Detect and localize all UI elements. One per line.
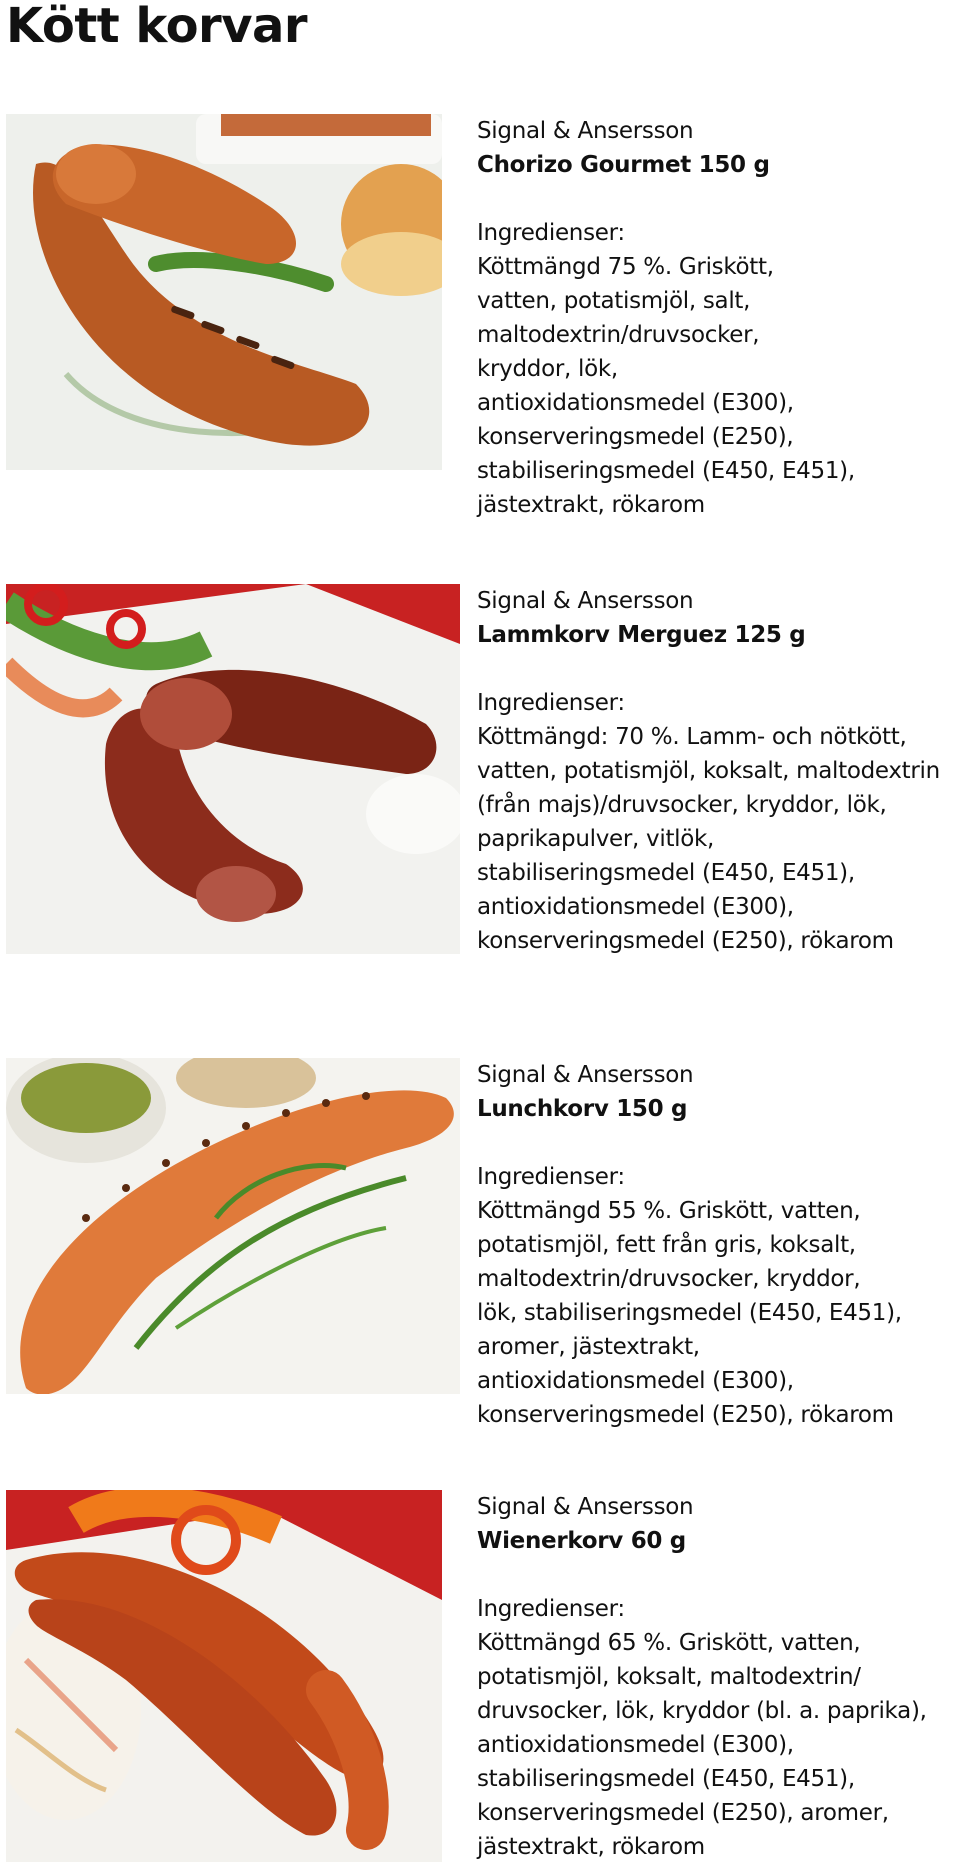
ingredients-text: Köttmängd: 70 %. Lamm- och nötkött, vatten, potatismjöl, koksalt, maltodextrin (från majs)/druvsocker, kryddor, lök, paprikapulver, vitlök, stabiliseringsmedel (E450, E451), antioxidationsmedel (E300), konserveringsmedel (E250), rökarom	[477, 724, 940, 954]
product-name: Chorizo Gourmet 150 g	[477, 152, 770, 178]
ingredients-label: Ingredienser:	[477, 1596, 625, 1622]
product-brand: Signal & Ansersson	[477, 588, 694, 614]
product-name: Lunchkorv 150 g	[477, 1096, 688, 1122]
product-brand: Signal & Ansersson	[477, 1494, 694, 1520]
ingredients-text: Köttmängd 65 %. Griskött, vatten, potatismjöl, koksalt, maltodextrin/ druvsocker, lök, kryddor (bl. a. paprika), antioxidationsmedel (E300), stabiliseringsmedel (E450, E451), konserveringsmedel (E250), aromer, jästextrakt, rökarom	[477, 1630, 927, 1860]
ingredients-text: Köttmängd 55 %. Griskött, vatten, potatismjöl, fett från gris, koksalt, maltodextrin/druvsocker, kryddor, lök, stabiliseringsmedel (E450, E451), aromer, jästextrakt, antioxidationsmedel (E300), konserveringsmedel (E250), rökarom	[477, 1198, 902, 1428]
product-brand: Signal & Ansersson	[477, 1062, 694, 1088]
merguez-sausage-photo	[6, 584, 460, 954]
product-info-wienerkorv	[477, 1490, 957, 1864]
ingredients-label: Ingredienser:	[477, 690, 625, 716]
wiener-sausage-photo	[6, 1490, 442, 1862]
product-brand: Signal & Ansersson	[477, 118, 694, 144]
ingredients-text: Köttmängd 75 %. Griskött, vatten, potatismjöl, salt, maltodextrin/druvsocker, kryddor, lök, antioxidationsmedel (E300), konserveringsmedel (E250), stabiliseringsmedel (E450, E451), jästextrakt, rökarom	[477, 254, 855, 518]
ingredients-label: Ingredienser:	[477, 220, 625, 246]
ingredients-label: Ingredienser:	[477, 1164, 625, 1190]
product-name: Wienerkorv 60 g	[477, 1528, 686, 1554]
lunch-sausage-photo	[6, 1058, 460, 1394]
product-info-chorizo	[477, 114, 957, 522]
product-info-lunchkorv	[477, 1058, 957, 1432]
product-name: Lammkorv Merguez 125 g	[477, 622, 806, 648]
chorizo-sausage-photo	[6, 114, 442, 470]
product-info-merguez	[477, 584, 957, 958]
page-title: Kött korvar	[6, 0, 308, 54]
